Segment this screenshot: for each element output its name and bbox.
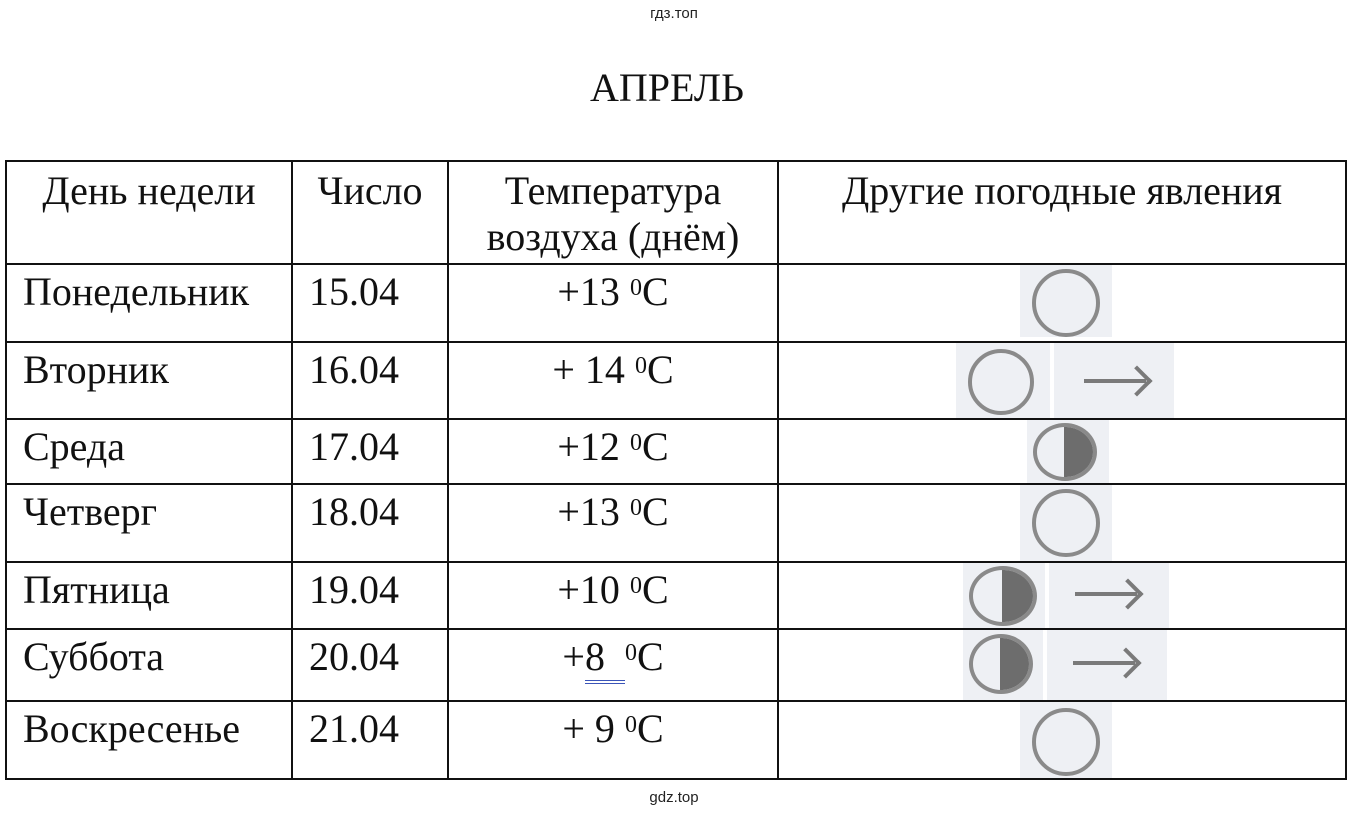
weather-cell xyxy=(778,419,1346,484)
day-cell: Вторник xyxy=(6,342,292,419)
header-temp-line1: Температура xyxy=(504,168,722,213)
temp-value: +10 xyxy=(557,567,630,612)
symbol-group xyxy=(963,563,1169,628)
temp-value: + 14 xyxy=(552,347,635,392)
degree-sup: 0 xyxy=(629,430,642,456)
weather-cell xyxy=(778,562,1346,629)
wind-arrow-icon xyxy=(1054,343,1174,419)
wind-arrow-icon xyxy=(1047,630,1167,700)
temp-cell xyxy=(448,701,778,779)
date-cell: 21.04 xyxy=(292,701,448,779)
date-cell: 16.04 xyxy=(292,342,448,419)
temp-unit: C xyxy=(641,424,669,469)
temp-unit: C xyxy=(646,347,674,392)
clear-sky-icon xyxy=(1020,265,1112,337)
weather-cell xyxy=(778,484,1346,562)
temp-value: +13 xyxy=(557,489,630,534)
temp-value: +12 xyxy=(557,424,630,469)
header-weather: Другие погодные явления xyxy=(778,161,1346,264)
temp-cell xyxy=(448,419,778,484)
header-date: Число xyxy=(292,161,448,264)
table-row xyxy=(6,342,1346,419)
degree-sup: 0 xyxy=(634,353,647,379)
date-cell: 15.04 xyxy=(292,264,448,342)
weather-cell xyxy=(778,701,1346,779)
watermark-bottom: gdz.top xyxy=(649,789,699,806)
temp-unit: C xyxy=(641,567,669,612)
degree-sup: 0 xyxy=(629,275,642,301)
temp-unit: C xyxy=(641,489,669,534)
day-cell: Понедельник xyxy=(6,264,292,342)
temp-unit: C xyxy=(636,706,664,751)
temp-unit: C xyxy=(641,269,669,314)
symbol-group xyxy=(1020,265,1112,341)
date-cell: 20.04 xyxy=(292,629,448,701)
header-day: День недели xyxy=(6,161,292,264)
date-cell: 17.04 xyxy=(292,419,448,484)
date-cell: 18.04 xyxy=(292,484,448,562)
temp-value: +13 xyxy=(557,269,630,314)
day-cell: Воскресенье xyxy=(6,701,292,779)
day-cell: Суббота xyxy=(6,629,292,701)
weather-cell xyxy=(778,342,1346,419)
temp-cell xyxy=(448,562,778,629)
temp-cell xyxy=(448,264,778,342)
day-cell: Среда xyxy=(6,419,292,484)
clear-sky-icon xyxy=(1020,485,1112,561)
page-title: АПРЕЛЬ xyxy=(589,65,745,110)
symbol-group xyxy=(963,630,1167,700)
clear-sky-icon xyxy=(1020,702,1112,778)
header-row xyxy=(6,161,1346,264)
degree-sup: 0 xyxy=(624,640,637,666)
table-row xyxy=(6,484,1346,562)
date-cell: 19.04 xyxy=(292,562,448,629)
symbol-group xyxy=(1020,702,1112,778)
temp-value-underlined: 8 xyxy=(585,634,625,684)
table-row xyxy=(6,629,1346,701)
temp-cell xyxy=(448,629,778,701)
clear-sky-icon xyxy=(956,343,1050,419)
partly-cloudy-icon xyxy=(1027,420,1109,483)
header-temp xyxy=(448,161,778,264)
table-row xyxy=(6,419,1346,484)
wind-arrow-icon xyxy=(1049,563,1169,628)
table-row xyxy=(6,562,1346,629)
day-cell: Пятница xyxy=(6,562,292,629)
symbol-group xyxy=(1027,420,1109,483)
table-row xyxy=(6,264,1346,342)
temp-cell xyxy=(448,342,778,419)
weather-table xyxy=(5,160,1347,780)
header-temp-line2: воздуха (днём) xyxy=(486,214,740,259)
day-cell: Четверг xyxy=(6,484,292,562)
table-row xyxy=(6,701,1346,779)
temp-value: + 9 xyxy=(562,706,625,751)
degree-sup: 0 xyxy=(624,712,637,738)
temp-cell xyxy=(448,484,778,562)
symbol-group xyxy=(1020,485,1112,561)
partly-cloudy-icon xyxy=(963,630,1043,700)
symbol-group xyxy=(956,343,1174,418)
temp-prefix: + xyxy=(562,634,585,679)
degree-sup: 0 xyxy=(629,495,642,521)
degree-sup: 0 xyxy=(629,573,642,599)
weather-cell xyxy=(778,264,1346,342)
partly-cloudy-icon xyxy=(963,563,1045,628)
watermark-top: гдз.топ xyxy=(650,5,698,22)
temp-unit: C xyxy=(636,634,664,679)
weather-cell xyxy=(778,629,1346,701)
